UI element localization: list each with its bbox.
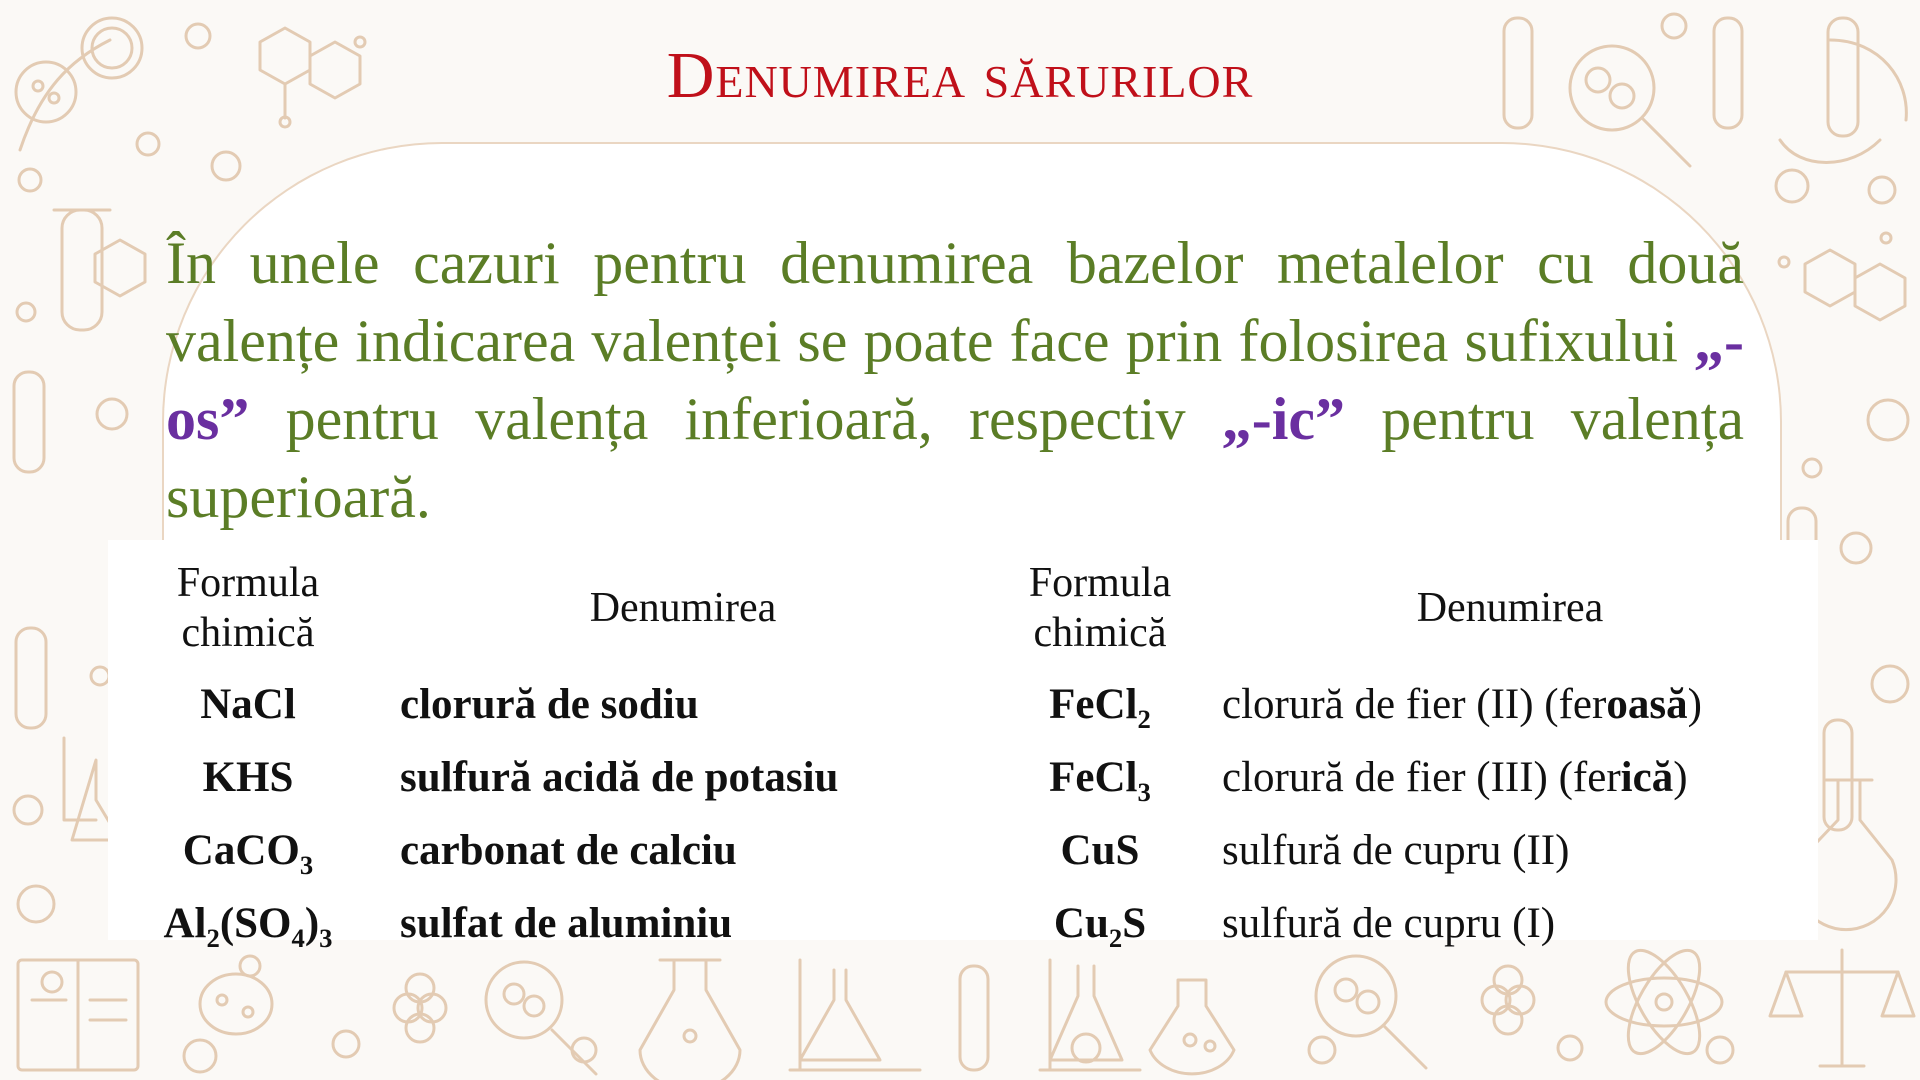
intro-text-middle: pentru valența inferioară, respectiv xyxy=(249,386,1222,452)
test-tube-icon xyxy=(16,628,46,728)
name-fecl3: clorură de fier (III) (ferică) xyxy=(1222,754,1688,801)
header-formula-right: Formula chimică xyxy=(1028,560,1172,656)
test-tube-icon xyxy=(14,372,44,472)
formula-khs: KHS xyxy=(202,754,294,801)
magnifier-icon xyxy=(486,962,596,1074)
formula-fecl2: FeCl$_2$ xyxy=(1049,681,1151,735)
formula-caco3: CaCO$_3$ xyxy=(182,827,314,881)
molecule-icon xyxy=(1482,966,1534,1034)
flask-icon xyxy=(640,960,740,1080)
test-tube-icon xyxy=(960,966,988,1070)
formula-cu2s: $Cu_2S$ xyxy=(1053,900,1147,954)
header-name-left: Denumirea xyxy=(589,585,777,631)
intro-text-before: În unele cazuri pentru denumirea bazelor metalelor cu două valențe indicarea valenței se poate face prin folosirea sufixului xyxy=(166,230,1744,374)
formula-al2so43: $Al_2(SO_4)_3$ xyxy=(163,900,333,954)
flask-icon xyxy=(1150,980,1234,1074)
header-formula-left: Formula chimică xyxy=(176,560,320,656)
suffix-ic-highlight: „-ic” xyxy=(1221,386,1346,452)
name-nacl: clorură de sodiu xyxy=(400,681,699,728)
flask-icon xyxy=(790,960,920,1070)
formula-fecl3: FeCl$_3$ xyxy=(1049,754,1151,808)
suffix-os-highlight: „-os” xyxy=(166,308,1744,452)
name-cu2s: sulfură de cupru (I) xyxy=(1222,900,1556,947)
molecule-icon xyxy=(394,974,446,1042)
test-tube-icon xyxy=(54,210,110,330)
scale-icon xyxy=(1770,950,1914,1066)
name-caco3: carbonat de calciu xyxy=(400,827,737,874)
table-header-row xyxy=(130,548,1820,668)
table-row xyxy=(130,814,1820,887)
intro-paragraph xyxy=(166,224,1744,536)
petri-dish-icon xyxy=(200,974,272,1034)
header-name-right: Denumirea xyxy=(1416,585,1604,631)
magnifier-icon xyxy=(1316,956,1426,1068)
table-row xyxy=(130,741,1820,814)
name-khs: sulfură acidă de potasiu xyxy=(400,754,839,801)
name-fecl2: clorură de fier (II) (feroasă) xyxy=(1222,681,1702,728)
flask-icon xyxy=(1040,960,1140,1070)
name-al2so43: sulfat de aluminiu xyxy=(400,900,733,947)
table-row xyxy=(130,887,1820,960)
intro-text-after: pentru valența superioară. xyxy=(166,386,1745,530)
molecule-icon xyxy=(1779,233,1905,320)
formula-cus: CuS xyxy=(1060,827,1140,874)
page-title: Denumirea sărurilor xyxy=(666,39,1254,112)
salt-names-table xyxy=(130,548,1820,960)
book-icon xyxy=(18,960,138,1070)
name-cus: sulfură de cupru (II) xyxy=(1222,827,1570,874)
formula-nacl: NaCl xyxy=(200,681,296,728)
table-row xyxy=(130,668,1820,741)
